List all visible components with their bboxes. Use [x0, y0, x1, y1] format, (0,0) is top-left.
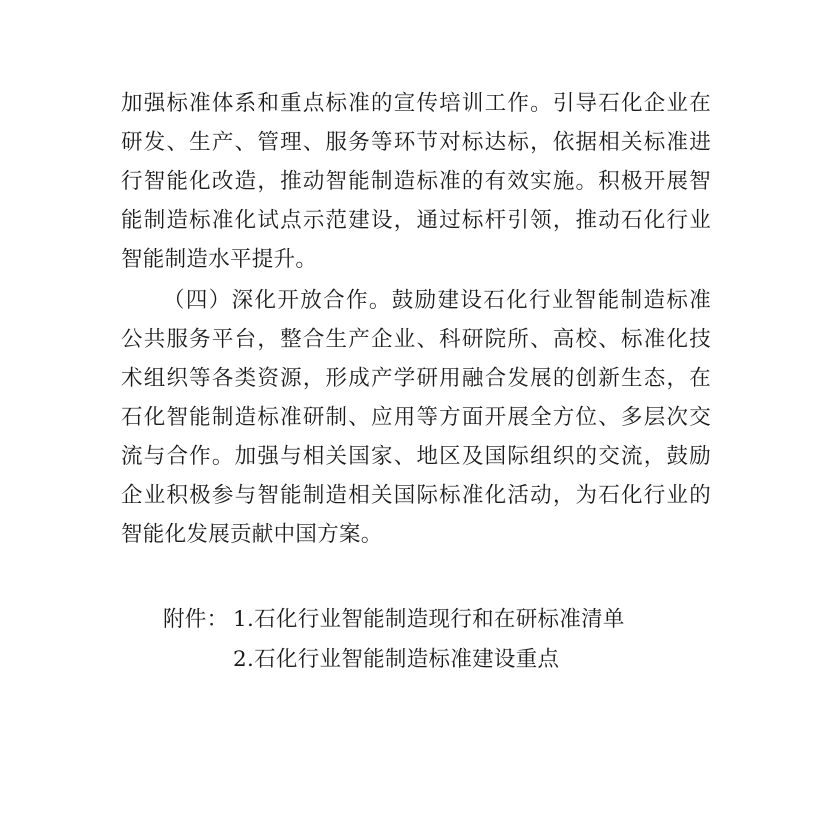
- attachment-item: 2.石化行业智能制造标准建设重点: [233, 647, 560, 672]
- text-line: 石化智能制造标准研制、应用等方面开展全方位、多层次交: [121, 405, 711, 430]
- text-line: 智能化发展贡献中国方案。: [121, 522, 383, 547]
- section-heading-line: （四）深化开放合作。鼓励建设石化行业智能制造标准: [163, 288, 711, 313]
- text-line: 行智能化改造，推动智能制造标准的有效实施。积极开展智: [121, 169, 711, 194]
- text-line: 能制造标准化试点示范建设，通过标杆引领，推动石化行业: [121, 208, 711, 233]
- text-line: 术组织等各类资源，形成产学研用融合发展的创新生态，在: [121, 366, 711, 391]
- text-line: 加强标准体系和重点标准的宣传培训工作。引导石化企业在: [121, 91, 711, 116]
- attachment-item: 1.石化行业智能制造现行和在研标准清单: [233, 607, 625, 632]
- text-line: 流与合作。加强与相关国家、地区及国际组织的交流，鼓励: [121, 444, 711, 469]
- attachments-label: 附件：: [163, 607, 229, 632]
- text-line: 企业积极参与智能制造相关国际标准化活动，为石化行业的: [121, 483, 711, 508]
- text-line: 研发、生产、管理、服务等环节对标达标，依据相关标准进: [121, 130, 711, 155]
- text-line: 公共服务平台，整合生产企业、科研院所、高校、标准化技: [121, 327, 711, 352]
- text-line: 智能制造水平提升。: [121, 247, 318, 272]
